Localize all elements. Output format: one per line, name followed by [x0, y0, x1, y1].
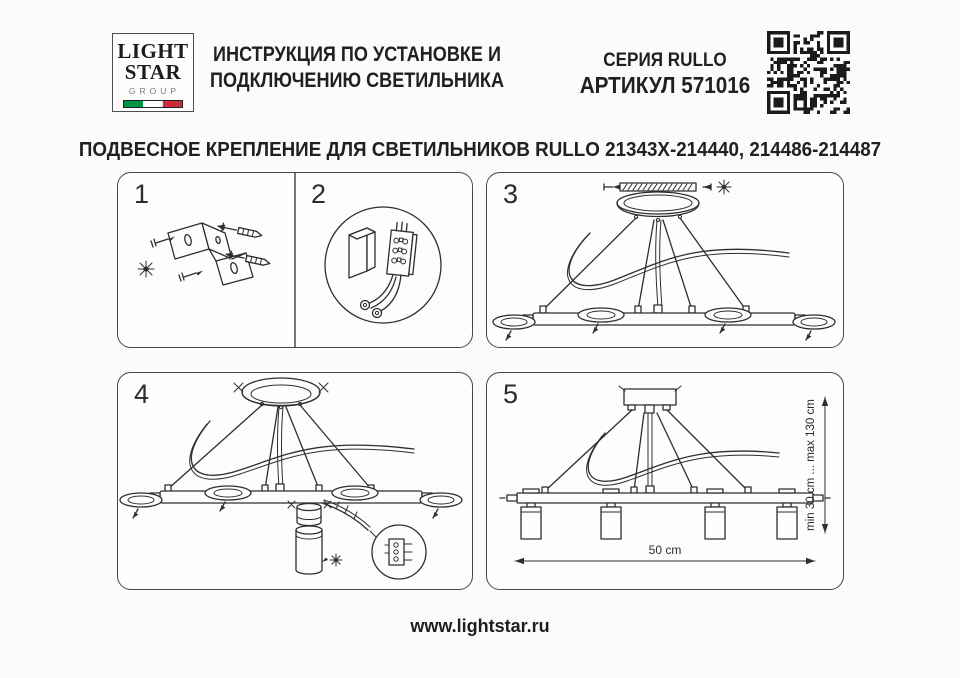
final-assembly-dimensions-diagram: [487, 373, 843, 589]
width-dimension-label: 50 cm: [648, 543, 682, 557]
step-4-number: 4: [134, 379, 150, 409]
logo-word-group: GROUP: [128, 86, 181, 96]
panel-step-5: [486, 372, 844, 590]
suspension-assembly-diagram: [487, 173, 843, 347]
panel-step-4: [117, 372, 473, 590]
website-url: www.lightstar.ru: [410, 616, 550, 636]
article-label: АРТИКУЛ 571016: [579, 72, 751, 98]
step-2-number: 2: [311, 179, 327, 209]
mounting-bracket-drawing: [138, 222, 271, 285]
logo-word-light: LIGHT: [117, 39, 189, 63]
title-line-2: ПОДКЛЮЧЕНИЮ СВЕТИЛЬНИКА: [209, 69, 505, 92]
panel-step-3: [486, 172, 844, 348]
series-label: СЕРИЯ RULLO: [603, 50, 727, 71]
title-line-1: ИНСТРУКЦИЯ ПО УСТАНОВКЕ И: [213, 43, 501, 66]
terminal-connector-drawing: [325, 207, 441, 323]
step-3-number: 3: [503, 179, 519, 209]
panel-steps-1-2: [117, 172, 473, 348]
step-5-number: 5: [503, 379, 519, 409]
lightstar-logo: [112, 33, 194, 112]
step-1-number: 1: [134, 179, 150, 209]
bracket-and-connector-diagram: [118, 173, 472, 347]
height-dimension-label: min 30 cm ... max 130 cm: [805, 399, 817, 531]
qr-code-icon: [767, 31, 850, 114]
document-title: [194, 42, 521, 94]
product-info: [562, 50, 769, 98]
italian-flag-icon: [123, 100, 183, 108]
logo-word-star: STAR: [124, 60, 182, 84]
subtitle: ПОДВЕСНОЕ КРЕПЛЕНИЕ ДЛЯ СВЕТИЛЬНИКОВ RULLO 21343X-214440, 214486-214487: [78, 139, 882, 161]
lamp-installation-diagram: [118, 373, 472, 589]
